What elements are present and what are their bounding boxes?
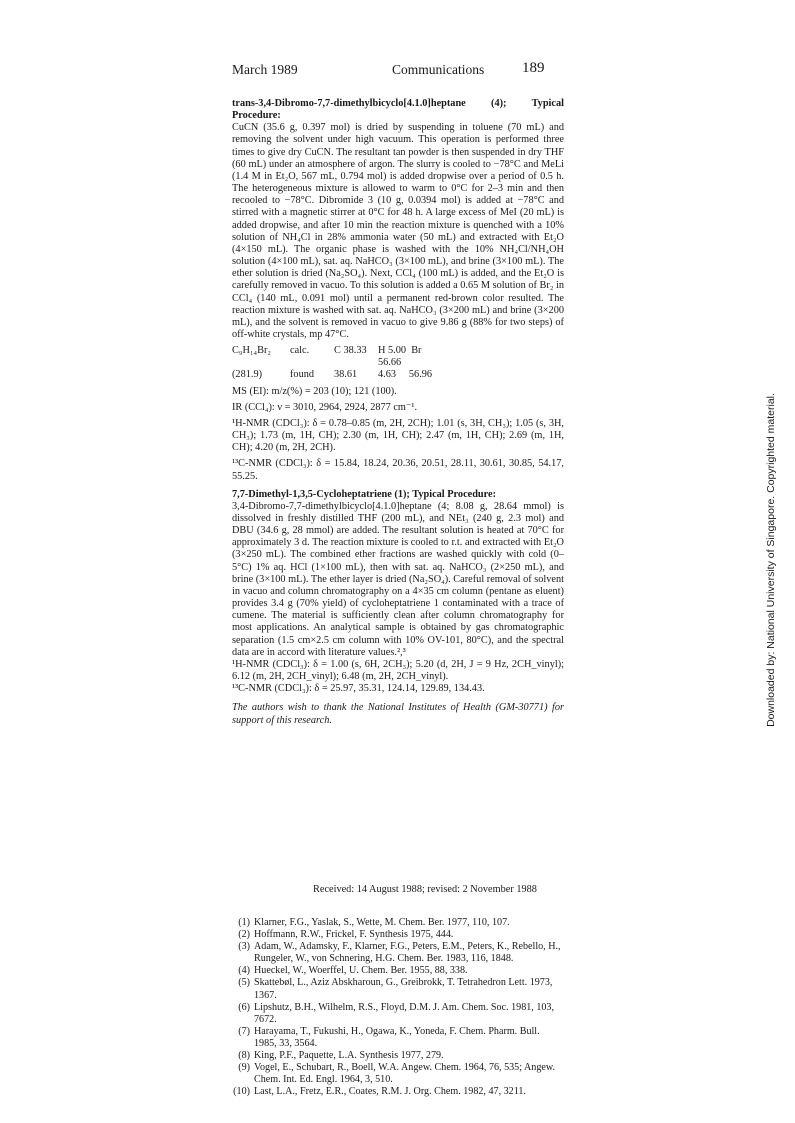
mass-spec: MS (EI): m/z(%) = 203 (10); 121 (100). (232, 385, 397, 397)
c-nmr-1: ¹³C-NMR (CDCl₃): δ = 15.84, 18.24, 20.36, 20.51, 28.11, 30.61, 30.85, 54.17, 55.25. (232, 458, 564, 482)
reference-number: (10) (233, 1086, 250, 1098)
reference-item (232, 1002, 564, 1026)
reference-text: Klarner, F.G., Yaslak, S., Wette, M. Chem. Ber. 1977, 110, 107. (254, 917, 510, 928)
reference-number: (4) (238, 965, 250, 977)
procedure-body-2: 3,4-Dibromo-7,7-dimethylbicyclo[4.1.0]heptane (4; 8.08 g, 28.64 mmol) is dissolved in freshly distilled THF (200 mL), and NEt₃ (240 g, 2.3 mol) and DBU (34.6 g, 28 mmol) are added. The resultant solution is heated at 70°C for approximately 3 d. The reaction mixture is cooled to r.t. and extracted with Et₂O (3×250 mL). The combined ether fractions are washed quickly with cold (0–5°C) 1% aq. HCl (1×100 mL), then with sat. aq. NaHCO₃ (2×250 mL), and brine (3×100 mL). The ether layer is dried (Na₂SO₄). Careful removal of solvent in vacuo and column chromatography on a 4×35 cm column (pentane as eluent) provides 3.4 g (70% yield) of cycloheptatriene 1 contaminated with a trace of cumene. The material is sufficiently clean after column chromatography for most applications. An analytical sample is obtained by gas chromatographic separation (1.5 cm×2.5 cm column with 10% OV-101, 80°C), and the spectral data are in accord with literature values.²,³ (232, 500, 564, 658)
reference-number: (2) (238, 929, 250, 941)
header-section: Communications (392, 62, 485, 77)
reference-text: Hoffmann, R.W., Frickel, F. Synthesis 1975, 444. (254, 929, 454, 941)
found-h-br: 4.63 56.96 (378, 369, 433, 381)
reference-item (232, 1086, 564, 1098)
reference-item (232, 1026, 564, 1050)
reference-number: (6) (238, 1001, 250, 1013)
page-number: 189 (522, 60, 545, 76)
procedure-title-1: trans-3,4-Dibromo-7,7-dimethylbicyclo[4.1.0]heptane (4); Typical Procedure: (232, 98, 564, 122)
reference-item (232, 917, 564, 929)
found-c: 38.61 (334, 369, 358, 381)
reference-item (232, 1050, 564, 1062)
acknowledgement: The authors wish to thank the National Institutes of Health (GM-30771) for support of this research. (232, 702, 564, 726)
download-notice-text: Downloaded by: National University of Singapore. Copyrighted material. (765, 393, 777, 727)
reference-list (232, 917, 564, 1098)
found-label: found (290, 369, 315, 381)
formula: C₉H₁₄Br₂ (232, 345, 271, 357)
reference-item (232, 929, 564, 941)
procedure-title-2: 7,7-Dimethyl-1,3,5-Cycloheptatriene (1); Typical Procedure: (232, 488, 497, 500)
reference-text: Last, L.A., Fretz, E.R., Coates, R.M. J. Org. Chem. 1982, 47, 3211. (254, 1086, 526, 1098)
elemental-analysis (232, 345, 564, 381)
reference-text: Lipshutz, B.H., Wilhelm, R.S., Floyd, D.M. J. Am. Chem. Soc. 1981, 103, 7672. (254, 1001, 554, 1025)
reference-text: Vogel, E., Schubart, R., Boell, W.A. Angew. Chem. 1964, 76, 535; Angew. Chem. Int. Ed. Engl. 1964, 3, 510. (254, 1062, 556, 1086)
reference-text: Skattebøl, L., Aziz Abskharoun, G., Greibrokk, T. Tetrahedron Lett. 1973, 1367. (254, 977, 553, 1001)
reference-number: (5) (238, 977, 250, 989)
c-nmr-2: ¹³C-NMR (CDCl₃): δ = 25.97, 35.31, 124.14, 129.89, 134.43. (232, 683, 485, 695)
reference-item (232, 941, 564, 965)
reference-number: (9) (238, 1062, 250, 1074)
reference-number: (3) (238, 941, 250, 953)
reference-item (232, 1062, 564, 1086)
reference-number: (8) (238, 1050, 250, 1062)
reference-number: (7) (238, 1025, 250, 1037)
reference-text: King, P.F., Paquette, L.A. Synthesis 1977, 279. (254, 1050, 444, 1062)
reference-text: Hueckel, W., Woerffel, U. Chem. Ber. 1955, 88, 338. (254, 965, 468, 977)
ir-data: IR (CCl₄): ν = 3010, 2964, 2924, 2877 cm⁻¹. (232, 401, 418, 413)
received-dates: Received: 14 August 1988; revised: 2 November 1988 (313, 884, 537, 895)
reference-item (232, 977, 564, 1001)
calc-c: C 38.33 (334, 345, 367, 357)
header-date: March 1989 (232, 62, 298, 77)
calc-label: calc. (290, 345, 310, 357)
procedure-body-1: CuCN (35.6 g, 0.397 mol) is dried by suspending in toluene (70 mL) and removing the solvent under high vacuum. This operation is performed three times to give dry CuCN. The resultant tan powder is then suspended in dry THF (60 mL) under an atmosphere of argon. The slurry is cooled to −78°C and MeLi (1.4 M in Et₂O, 567 mL, 0.794 mol) is added dropwise over a period of 0.5 h. The heterogeneous mixture is allowed to warm to 0°C for 2–3 min and then recooled to −78°C. Dibromide 3 (10 g, 0.0394 mol) is added at −78°C and stirred with a magnetic stirrer at 0°C for 48 h. A large excess of MeI (20 mL) is added dropwise, and after 10 min the reaction mixture is quenched with a 10% solution of NH₄Cl in 28% ammonia water (50 mL) and extracted with Et₂O (4×150 mL). The organic phase is washed with the 10% NH₄Cl/NH₄OH solution (4×100 mL), sat. aq. NaHCO₃ (3×100 mL), and brine (3×100 mL). The ether solution is dried (Na₂SO₄). Next, CCl₄ (100 mL) is added, and the Et₂O is carefully removed in vacuo. To this solution is added a 0.65 M solution of Br₂ in CCl₄ (140 mL, 0.091 mol) until a permanent red-brown color resulted. The reaction mixture is washed with sat. aq. NaHCO₃ (3×200 mL) and brine (3×200 mL), and the solvent is removed in vacuo to give 9.86 g (88% for two steps) of off-white crystals, mp 47°C. (232, 122, 564, 340)
calc-h-br: H 5.00 Br 56.66 (378, 345, 422, 369)
reference-number: (1) (238, 917, 250, 928)
reference-text: Harayama, T., Fukushi, H., Ogawa, K., Yoneda, F. Chem. Pharm. Bull. 1985, 33, 3564. (254, 1025, 540, 1049)
mol-weight: (281.9) (232, 369, 263, 381)
h-nmr-1: ¹H-NMR (CDCl₃): δ = 0.78–0.85 (m, 2H, 2CH); 1.01 (s, 3H, CH₃); 1.05 (s, 3H, CH₃); 1.73 (m, 1H, CH); 2.30 (m, 1H, CH); 2.47 (m, 1H, CH); 2.69 (m, 1H, CH); 4.20 (m, 2H, 2CH). (232, 417, 564, 454)
main-column (232, 98, 564, 727)
reference-item (232, 965, 564, 977)
reference-text: Adam, W., Adamsky, F., Klarner, F.G., Peters, E.M., Peters, K., Rebello, H., Rungeler, W., von Schnering, H.G. Chem. Ber. 1983, 116, 1848. (254, 941, 561, 965)
h-nmr-2: ¹H-NMR (CDCl₃): δ = 1.00 (s, 6H, 2CH₃); 5.20 (d, 2H, J = 9 Hz, 2CH_vinyl); 6.12 (m, 2H, 2CH_vinyl); 6.48 (m, 2H, 2CH_vinyl). (232, 658, 564, 683)
